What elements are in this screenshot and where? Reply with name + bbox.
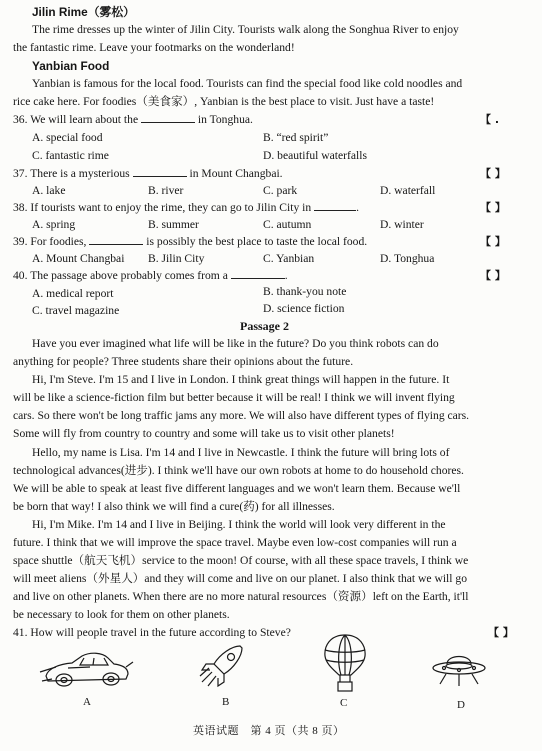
answer-bracket[interactable]: 【 】 — [480, 269, 506, 282]
question-text: How will people travel in the future according to Steve? — [30, 626, 291, 639]
passage-line: be necessary to look for them on other planets. — [13, 608, 230, 621]
question-36 — [13, 112, 253, 129]
passage-line: Hello, my name is Lisa. I'm 14 and I live in Newcastle. I think the future will bring lots of — [32, 446, 450, 459]
option-c[interactable]: C. Yanbian — [263, 252, 315, 265]
question-text: The passage above probably comes from a — [30, 269, 228, 282]
question-number: 36. — [13, 113, 28, 126]
question-number: 40. — [13, 269, 28, 282]
question-39 — [13, 234, 367, 251]
question-number: 37. — [13, 167, 28, 180]
option-d[interactable]: D. winter — [380, 218, 424, 231]
option-b[interactable]: B. river — [148, 184, 184, 197]
section-title-yanbian-food: Yanbian Food — [32, 59, 110, 73]
answer-bracket[interactable]: 【 】 — [480, 235, 506, 248]
question-text: For foodies, — [30, 235, 87, 248]
option-d[interactable]: D. Tonghua — [380, 252, 435, 265]
passage-line: We will be able to speak at least five different languages and we won't learn them. Because we'll — [13, 482, 461, 495]
answer-bracket[interactable]: 【 . — [480, 113, 500, 126]
answer-blank[interactable] — [89, 235, 143, 245]
passage-line: will meet aliens（外星人）and they will come and live on our planet. I also think that we will go — [13, 572, 467, 585]
option-d[interactable]: D. beautiful waterfalls — [263, 149, 367, 162]
passage-line: Hi, I'm Mike. I'm 14 and I live in Beijing. I think the world will look very different in the — [32, 518, 446, 531]
option-b[interactable]: B. Jilin City — [148, 252, 205, 265]
rocket-icon[interactable] — [196, 640, 252, 692]
option-a[interactable]: A. Mount Changbai — [32, 252, 125, 265]
passage-line: and live on other planets. When there are no more natural resources（资源）left on the Earth, it'll — [13, 590, 469, 603]
question-text: is possibly the best place to taste the local food. — [146, 235, 368, 248]
paragraph-line: rice cake here. For foodies（美食家）, Yanbian is the best place to visit. Just have a taste! — [13, 95, 435, 108]
question-text: in Tonghua. — [197, 113, 253, 126]
picture-label-b: B — [222, 696, 230, 708]
passage-title: Passage 2 — [240, 319, 289, 333]
passage-line: space shuttle（航天飞机）service to the moon! Of course, with all these space travels, I think we — [13, 554, 469, 567]
passage-line: be born that way! I also think we will find a cure(药) for all illnesses. — [13, 500, 335, 513]
picture-label-a: A — [83, 696, 91, 708]
paragraph-line: the fantastic rime. Leave your footmarks on the wonderland! — [13, 41, 295, 54]
picture-label-d: D — [457, 699, 465, 711]
section-title-jilin-rime: Jilin Rime（雾松） — [32, 5, 135, 19]
option-b[interactable]: B. summer — [148, 218, 199, 231]
passage-line: anything for people? Three students share their opinions about the future. — [13, 355, 354, 368]
option-a[interactable]: A. special food — [32, 131, 103, 144]
answer-blank[interactable] — [141, 113, 195, 123]
page-footer: 英语试题 第 4 页（共 8 页） — [193, 725, 345, 737]
question-38 — [13, 200, 359, 217]
answer-blank[interactable] — [314, 201, 356, 211]
answer-bracket[interactable]: 【 】 — [480, 167, 506, 180]
passage-line: cars. So there won't be long traffic jams any more. We will also have different types of flying cars. — [13, 409, 470, 422]
question-text: . — [284, 269, 288, 282]
answer-blank[interactable] — [133, 167, 187, 177]
hot-air-balloon-icon[interactable] — [320, 632, 370, 694]
option-a[interactable]: A. spring — [32, 218, 76, 231]
question-40 — [13, 268, 288, 285]
passage-line: will be like a science-fiction film but better because it will be real! I think we will invent flying — [13, 391, 455, 404]
ufo-icon[interactable] — [428, 646, 490, 692]
passage-line: Have you ever imagined what life will be like in the future? Do you think robots can do — [32, 337, 439, 350]
question-text: If tourists want to enjoy the rime, they can go to Jilin City in — [30, 201, 312, 214]
paragraph-line: Yanbian is famous for the local food. Tourists can find the special food like cold noodles and — [32, 77, 463, 90]
option-d[interactable]: D. science fiction — [263, 302, 345, 315]
question-number: 41. — [13, 626, 28, 639]
option-c[interactable]: C. park — [263, 184, 298, 197]
option-d[interactable]: D. waterfall — [380, 184, 436, 197]
flying-car-icon[interactable] — [38, 648, 134, 692]
picture-label-c: C — [340, 697, 348, 709]
question-37 — [13, 166, 283, 183]
answer-blank[interactable] — [231, 269, 285, 279]
option-a[interactable]: A. lake — [32, 184, 66, 197]
question-number: 39. — [13, 235, 28, 248]
paragraph-line: The rime dresses up the winter of Jilin City. Tourists walk along the Songhua River to enjoy — [32, 23, 459, 36]
option-c[interactable]: C. fantastic rime — [32, 149, 109, 162]
question-text: in Mount Changbai. — [189, 167, 283, 180]
option-c[interactable]: C. autumn — [263, 218, 312, 231]
answer-bracket[interactable]: 【 】 — [480, 201, 506, 214]
question-number: 38. — [13, 201, 28, 214]
option-c[interactable]: C. travel magazine — [32, 304, 120, 317]
passage-line: future. I think that we will improve the space travel. Maybe even low-cost companies will run a — [13, 536, 457, 549]
question-text: We will learn about the — [30, 113, 139, 126]
passage-line: technological advances(进步). I think we'll have our own robots at home to do household chores. — [13, 464, 464, 477]
passage-line: Some will fly from country to country and some will take us to visit other planets! — [13, 427, 395, 440]
option-a[interactable]: A. medical report — [32, 287, 114, 300]
answer-bracket[interactable]: 【 】 — [488, 626, 514, 639]
option-b[interactable]: B. “red spirit” — [263, 131, 329, 144]
passage-line: Hi, I'm Steve. I'm 15 and I live in London. I think great things will happen in the future. It — [32, 373, 450, 386]
question-text: There is a mysterious — [30, 167, 130, 180]
option-b[interactable]: B. thank-you note — [263, 285, 347, 298]
question-text: . — [356, 201, 360, 214]
